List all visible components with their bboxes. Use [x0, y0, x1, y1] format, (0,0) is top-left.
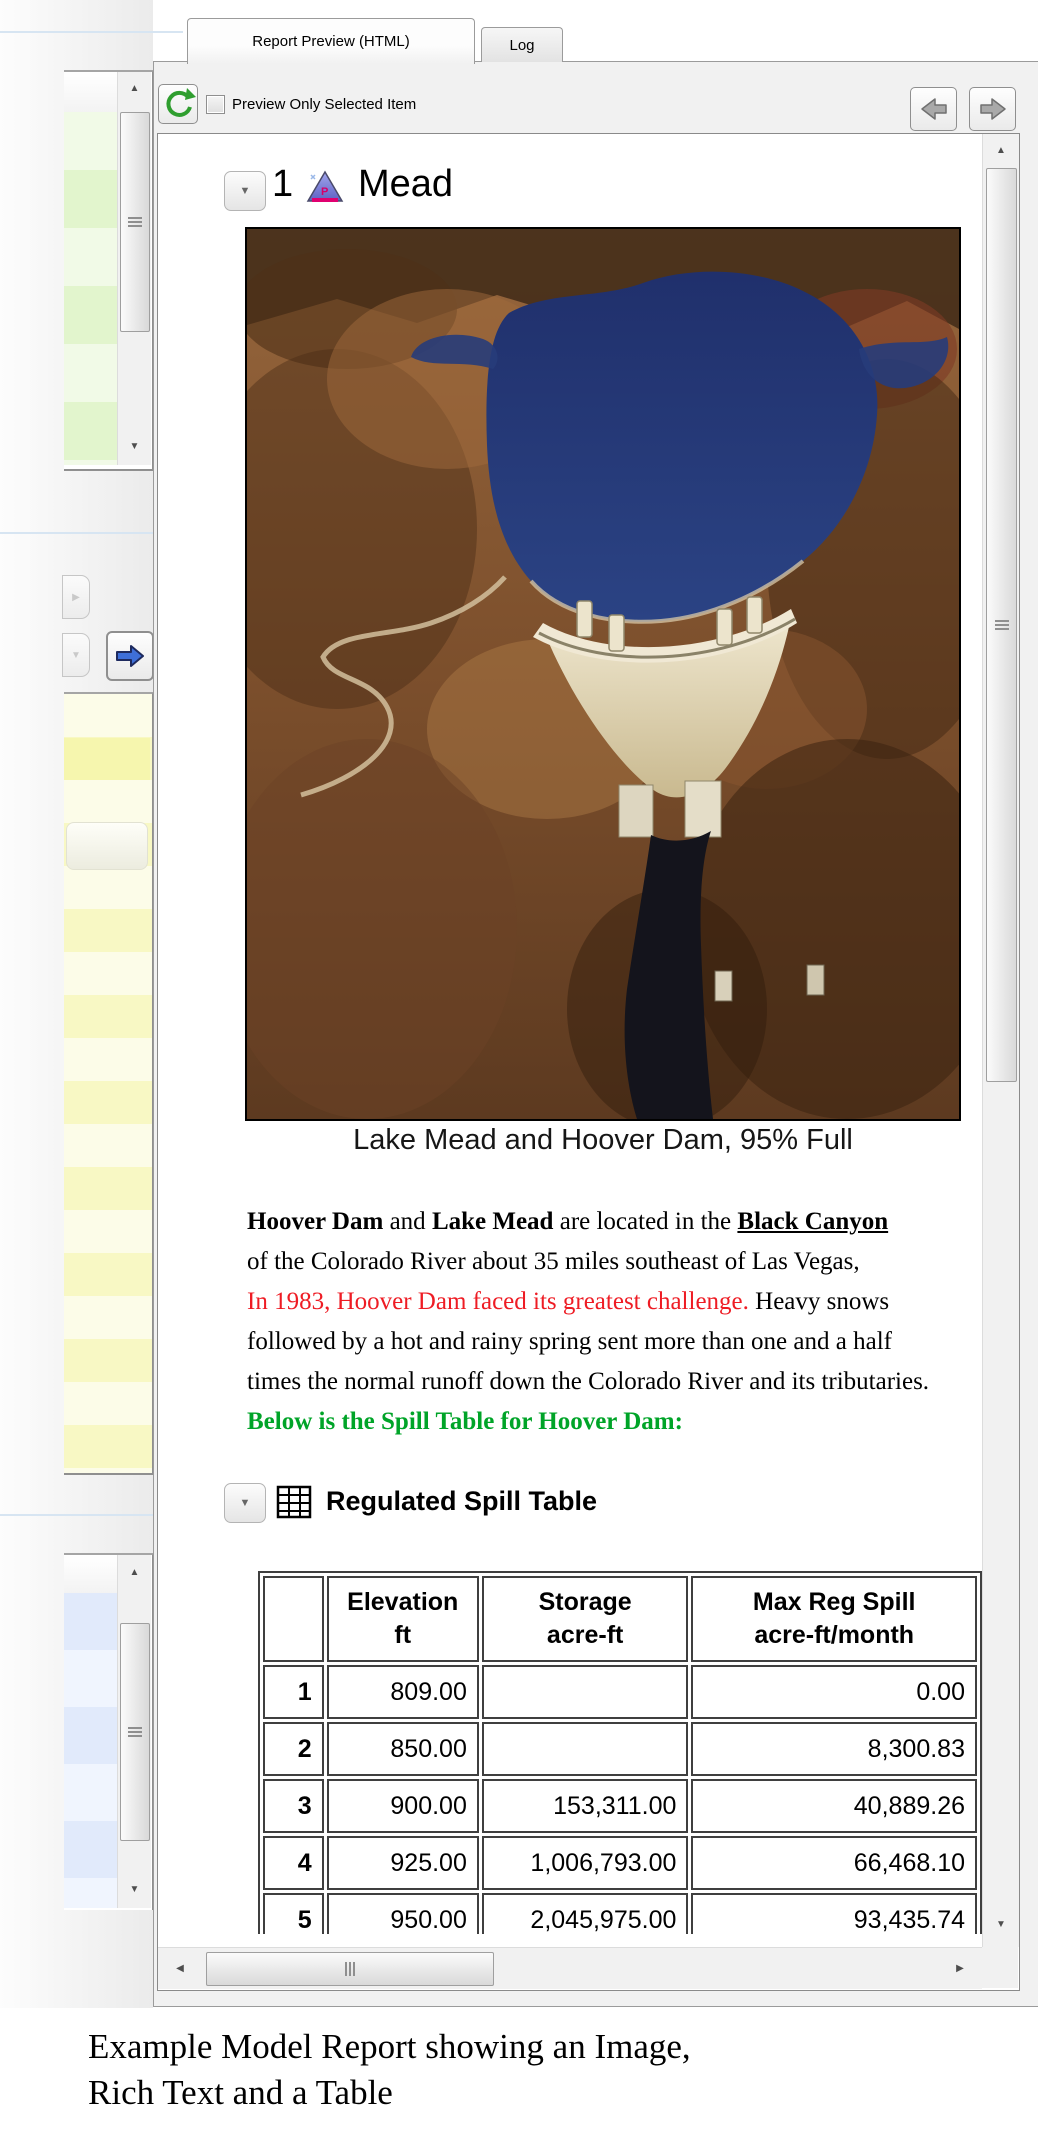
- plain-text: times the normal runoff down the Colorado River and its tributaries.: [247, 1368, 930, 1395]
- black-canyon-link[interactable]: Black Canyon: [737, 1208, 889, 1235]
- header-line: Max Reg Spill: [752, 1588, 916, 1616]
- elevation-cell: 850.00: [327, 1722, 479, 1776]
- header-line: Storage: [538, 1588, 632, 1616]
- table-row: [263, 1722, 977, 1776]
- down-triangle-icon: ▼: [129, 1884, 140, 1895]
- elevation-cell: 809.00: [327, 1665, 479, 1719]
- spill-cell: 93,435.74: [691, 1893, 977, 1934]
- apply-forward-button[interactable]: [106, 631, 154, 681]
- storage-cell: [482, 1665, 689, 1719]
- back-button[interactable]: [910, 87, 957, 131]
- storage-cell: 2,045,975.00: [482, 1893, 689, 1934]
- yellow-highlight-band: [64, 738, 150, 780]
- scroll-right-button[interactable]: [942, 1952, 978, 1985]
- report-preview-area: [157, 133, 1020, 1991]
- left-accent-line-middle: [0, 532, 153, 534]
- image-caption: Lake Mead and Hoover Dam, 95% Full: [353, 1124, 853, 1156]
- green-panel-scrollbar[interactable]: [117, 72, 151, 465]
- down-triangle-icon: ▼: [996, 1919, 1006, 1930]
- refresh-button[interactable]: [158, 84, 198, 124]
- tab-log-label: Log: [509, 36, 535, 54]
- storage-cell: 153,311.00: [482, 1779, 689, 1833]
- left-list-panel-blue: [64, 1553, 154, 1910]
- rich-text-line: [247, 1322, 982, 1362]
- plain-text: followed by a hot and rainy spring sent more than one and a half: [247, 1328, 892, 1355]
- spill-header: [691, 1576, 977, 1662]
- row-number-cell: 4: [263, 1836, 324, 1890]
- thumb-grip: [995, 620, 1009, 630]
- right-triangle-icon: ▶: [72, 591, 80, 603]
- elevation-cell: 900.00: [327, 1779, 479, 1833]
- blue-right-arrow-icon: [112, 639, 148, 673]
- figure-caption-line1: Example Model Report showing an Image,: [88, 2027, 691, 2066]
- hoover-dam-photo: [247, 229, 959, 1119]
- plain-text: are located in the: [553, 1208, 738, 1235]
- green-text: Below is the Spill Table for Hoover Dam:: [247, 1408, 683, 1435]
- tab-report-preview-label: Report Preview (HTML): [252, 33, 410, 50]
- rich-text-line: [247, 1402, 982, 1442]
- scrollbar-corner: [982, 1947, 1018, 1988]
- spill-cell: 40,889.26: [691, 1779, 977, 1833]
- spill-cell: 8,300.83: [691, 1722, 977, 1776]
- thumb-grip: [345, 1962, 355, 1976]
- green-panel-header: [64, 72, 117, 113]
- up-triangle-icon: ▲: [129, 1567, 140, 1578]
- collapse-table-button[interactable]: [224, 1483, 266, 1523]
- left-triangle-icon: ◀: [176, 1962, 184, 1974]
- blue-panel-scrollbar[interactable]: [117, 1555, 151, 1908]
- table-row: [263, 1893, 977, 1934]
- scroll-up-button[interactable]: [120, 74, 149, 104]
- down-triangle-icon: ▼: [71, 649, 81, 661]
- thumb-grip: [128, 217, 142, 227]
- scroll-down-button[interactable]: [986, 1910, 1016, 1940]
- scrollbar-thumb[interactable]: [120, 112, 150, 332]
- plain-text: of the Colorado River about 35 miles southeast of Las Vegas,: [247, 1248, 860, 1275]
- down-triangle-icon: ▼: [129, 441, 140, 452]
- tab-log[interactable]: [481, 27, 563, 62]
- svg-text:P: P: [321, 186, 329, 198]
- collapse-triangle-icon: ▼: [239, 1497, 251, 1509]
- cropped-button-1[interactable]: [62, 575, 90, 619]
- header-line: Elevation: [347, 1588, 459, 1616]
- spill-cell: 66,468.10: [691, 1836, 977, 1890]
- report-image: [245, 227, 961, 1121]
- header-line: ft: [394, 1621, 412, 1649]
- left-list-panel-green: [64, 70, 154, 471]
- bold-text: Hoover Dam: [247, 1208, 384, 1235]
- header-line: acre-ft: [546, 1621, 624, 1649]
- table-row: [263, 1779, 977, 1833]
- blue-panel-rows: [64, 1593, 117, 1908]
- item-title: Mead: [358, 163, 454, 205]
- preview-vertical-scrollbar[interactable]: [982, 134, 1019, 1947]
- up-triangle-icon: ▲: [996, 145, 1006, 156]
- figure-caption-line2: Rich Text and a Table: [88, 2073, 393, 2112]
- row-number-cell: 1: [263, 1665, 324, 1719]
- item-number: 1: [272, 163, 294, 205]
- thumb-grip: [128, 1727, 142, 1737]
- left-accent-line-top: [0, 31, 183, 33]
- cropped-button-2[interactable]: [62, 633, 90, 677]
- rich-text-block: [247, 1202, 982, 1442]
- refresh-icon: [159, 85, 197, 123]
- scroll-up-button[interactable]: [986, 137, 1016, 165]
- row-number-cell: 5: [263, 1893, 324, 1934]
- collapse-item-button[interactable]: [224, 171, 266, 211]
- elevation-cell: 950.00: [327, 1893, 479, 1934]
- row-number-cell: 2: [263, 1722, 324, 1776]
- preview-only-label: Preview Only Selected Item: [232, 96, 417, 113]
- figure-caption: [88, 2024, 691, 2116]
- rich-text-line: [247, 1202, 982, 1242]
- preview-only-checkbox[interactable]: [206, 95, 225, 114]
- reservoir-icon: [304, 166, 346, 208]
- left-panel-yellow: [64, 692, 154, 1475]
- green-panel-rows: [64, 112, 117, 465]
- red-text: In 1983, Hoover Dam faced its greatest challenge.: [247, 1288, 749, 1315]
- storage-cell: 1,006,793.00: [482, 1836, 689, 1890]
- regulated-spill-table: [258, 1571, 982, 1934]
- storage-header: [482, 1576, 689, 1662]
- collapse-triangle-icon: ▼: [239, 185, 251, 197]
- plain-text: Heavy snows: [748, 1288, 890, 1315]
- back-arrow-icon: [915, 94, 953, 124]
- table-grid-icon: [274, 1482, 314, 1522]
- left-accent-line-bottom: [0, 1514, 153, 1516]
- tab-report-preview[interactable]: [187, 18, 475, 64]
- rich-text-line: [247, 1242, 982, 1282]
- scrollbar-thumb[interactable]: [986, 168, 1017, 1082]
- spill-cell: 0.00: [691, 1665, 977, 1719]
- rich-text-line: [247, 1362, 982, 1402]
- scroll-up-button[interactable]: [120, 1558, 149, 1588]
- row-number-cell: 3: [263, 1779, 324, 1833]
- scroll-down-button[interactable]: [120, 1875, 149, 1905]
- table-row: [263, 1665, 977, 1719]
- report-content: [158, 134, 982, 1934]
- right-triangle-icon: ▶: [956, 1962, 964, 1974]
- forward-arrow-icon: [974, 94, 1012, 124]
- table-row: [263, 1836, 977, 1890]
- preview-horizontal-scrollbar[interactable]: [158, 1947, 982, 1989]
- table-section-title: Regulated Spill Table: [326, 1486, 598, 1516]
- up-triangle-icon: ▲: [129, 83, 140, 94]
- scrollbar-thumb[interactable]: [120, 1623, 150, 1841]
- elevation-header: [327, 1576, 479, 1662]
- storage-cell: [482, 1722, 689, 1776]
- spill-table-wrapper: [258, 1571, 982, 1934]
- scrollbar-thumb[interactable]: [206, 1952, 494, 1986]
- table-header-row: [263, 1576, 977, 1662]
- blue-panel-header: [64, 1555, 117, 1594]
- scroll-down-button[interactable]: [120, 432, 149, 462]
- plain-text: and: [383, 1208, 432, 1235]
- bold-text: Lake Mead: [431, 1208, 554, 1235]
- scroll-left-button[interactable]: [162, 1952, 198, 1985]
- yellow-glossy-band: [66, 822, 148, 870]
- rich-text-line: [247, 1282, 982, 1322]
- header-line: acre-ft/month: [754, 1621, 915, 1649]
- forward-button[interactable]: [969, 87, 1016, 131]
- elevation-cell: 925.00: [327, 1836, 479, 1890]
- corner-header-cell: [263, 1576, 324, 1662]
